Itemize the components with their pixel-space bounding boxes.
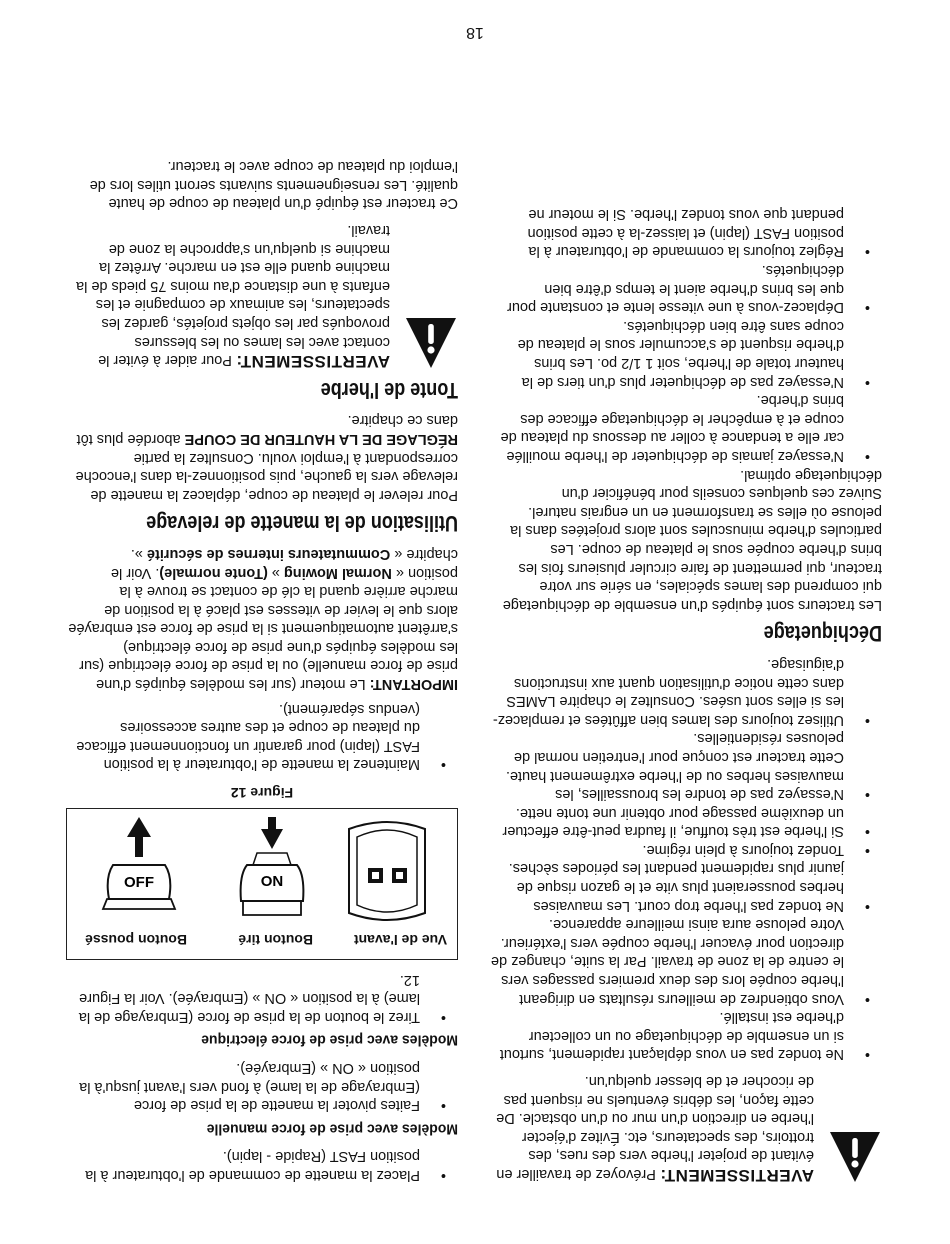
list-item: • Réglez toujours la commande de l'obturateur à la position FAST (lapin) et laissez-la à cette position pendant que vous tondez l'herbe. Si le moteur ne <box>488 205 882 261</box>
off-text: OFF <box>124 874 154 892</box>
warning-icon <box>828 1071 882 1184</box>
knob-pulled-icon <box>233 815 311 923</box>
list-item: • Vous obtiendrez de meilleurs résultats en dirigeant l'herbe coupée lors des deux premiers passages vers le centre de la zone de travail. Par la suite, changez de direction pour évacuer l'herbe coupée vers l'extérieur. Votre pelouse aura ainsi meilleure apparence. <box>488 915 882 1008</box>
list-item: • Tirez le bouton de la prise de force (Embrayage de la lame) à la position « ON » (Embrayée). Voir la Figure 12. <box>66 970 458 1026</box>
mowing-heading: Tonte de l'herbe <box>320 377 458 403</box>
left-warning-block <box>488 1071 882 1184</box>
figure-12 <box>66 808 458 960</box>
list-item: • Faites pivoter la manette de la prise de force (Embrayage de la lame) à fond vers l'avant jusqu'à la position « ON » (Embrayée). <box>66 1058 458 1114</box>
list-item: • Si l'herbe est très touffue, il faudra peut-être effectuer un deuxième passage pour obtenir une tonte nette. <box>488 803 882 840</box>
pushed-button-label: Bouton poussé <box>85 932 187 949</box>
pulled-button-label: Bouton tiré <box>238 932 313 949</box>
page-number: 18 <box>466 24 484 41</box>
list-item: • N'essayez pas de déchiqueter plus d'un tiers de la hauteur totale de l'herbe, soit 1 1/2 po. Les brins d'herbe risquent de s'accumuler sous le plateau de coupe sans être bien déchiquetés. <box>488 316 882 390</box>
figure-caption: Figure 12 <box>230 785 294 802</box>
knob-pushed-icon <box>97 815 181 923</box>
important-note: IMPORTANT: Le moteur (sur les modèles équipés d'une prise de force manuelle) ou la prise de force électrique (sur les modèles équipés d'une prise de force électrique) s'arrêtent automatiquement si la prise de force est embrayée alors que le levier de vitesses est placé à la position de marche arrière quand la clé de contact se trouve à la position « Normal Mowing » (Tonte normale). Voir le chapitre « Commutateurs internes de sécurité ». <box>68 545 458 693</box>
lift-lever-heading: Utilisation de la manette de relevage <box>146 511 458 537</box>
on-text: ON <box>260 873 284 891</box>
warning-text: Prévoyez de travailler en évitant de projeter l'herbe vers des rues, des trottoirs, des spectateurs, etc. Évitez d'éjecter l'herbe en direction d'un mur ou d'un obstacle. De cette façon, les débris éventuels ne risquent pas de ricocher et de blesser quelqu'un. <box>496 1073 814 1182</box>
list-item: • Maintenez la manette de l'obturateur à la position FAST (lapin) pour garantir un fonctionnement efficace du plateau de coupe et des autres accessoires (vendus séparément). <box>66 699 458 773</box>
mulching-paragraph: Les tracteurs sont équipés d'un ensemble de déchiquetage qui comprend des lames spéciales, en série sur votre tracteur, qui permettent de faire circuler plusieurs fois les brins d'herbe coupée sous le plateau de coupe. Les particules d'herbe minuscules sont alors projetées dans la pelouse où elles se transforment en un engrais naturel. Suivez ces quelques conseils pour bénéficier d'un déchiquetage optimal. <box>502 466 882 613</box>
closing-paragraph: Ce tracteur est équipé d'un plateau de coupe de haute qualité. Les renseignements suivants seront utiles lors de l'emploi du plateau de coupe avec le tracteur. <box>89 158 458 212</box>
right-warning-block <box>66 220 458 370</box>
mulching-heading: Déchiquetage <box>763 621 882 647</box>
list-item: • Utilisez toujours des lames bien affûtées et remplacez-les si elles sont usées. Consultez le chapitre LAMES dans cette notice d'utilisation quant aux instructions d'aiguisage. <box>488 654 882 728</box>
warning-icon <box>404 220 458 370</box>
front-view-label: Vue de l'avant <box>353 932 447 949</box>
list-item: • N'essayez jamais de déchiqueter de l'herbe mouillée car elle a tendance à coller au dessous du plateau de coupe et à empêcher le déchiquetage efficace des brins d'herbe. <box>488 391 882 465</box>
warning-label: AVERTISSEMENT: <box>659 1166 814 1185</box>
manual-pto-heading: Modèles avec prise de force manuelle <box>206 1121 458 1139</box>
list-item: • N'essayez pas de tondre les broussailles, les mauvaises herbes ou de l'herbe extrêmement haute. Cette tracteur est conçue pour l'entretien normal de pelouses résidentielles. <box>488 729 882 803</box>
list-item: • Déplacez-vous à une vitesse lente et constante pour que les brins d'herbe aient le temps d'être bien déchiquetés. <box>488 261 882 317</box>
lift-lever-paragraph: Pour relever le plateau de coupe, déplacez la manette de relevage vers la gauche, puis positionnez-la dans l'encoche correspondant à l'emploi voulu. Consultez la partie RÉGLAGE DE LA HAUTEUR DE COUPE abordée plus tôt dans ce chapitre. <box>75 412 458 503</box>
right-column <box>66 157 458 1184</box>
electric-pto-heading: Modèles avec prise de force électrique <box>201 1032 458 1051</box>
list-item: • Tondez toujours à plein régime. <box>488 840 882 859</box>
list-item: • Ne tondez pas l'herbe trop court. Les mauvaises herbes pousseraient plus vite et le gazon risque de jaunir plus rapidement pendant les périodes sèches. <box>488 859 882 915</box>
list-item: • Ne tondez pas en vous déplaçant rapidement, surtout si un ensemble de déchiquetage ou un collecteur d'herbe est installé. <box>488 1008 882 1064</box>
left-column <box>488 205 882 1184</box>
pto-switch-front-icon <box>341 817 433 923</box>
warning-text: Pour aider à éviter le contact avec les lames ou les blessures provoqués par les objets projetés, gardez les spectateurs, les animaux de compagnie et les enfants à une distance d'au moins 75 pieds de la machine quand elle est en marche. Arrêtez la machine si quelqu'un s'approche la zone de travail. <box>76 222 390 369</box>
warning-label: AVERTISSEMENT: <box>235 352 390 372</box>
list-item: • Placez la manette de commande de l'obturateur à la position FAST (Rapide - lapin). <box>66 1147 458 1184</box>
